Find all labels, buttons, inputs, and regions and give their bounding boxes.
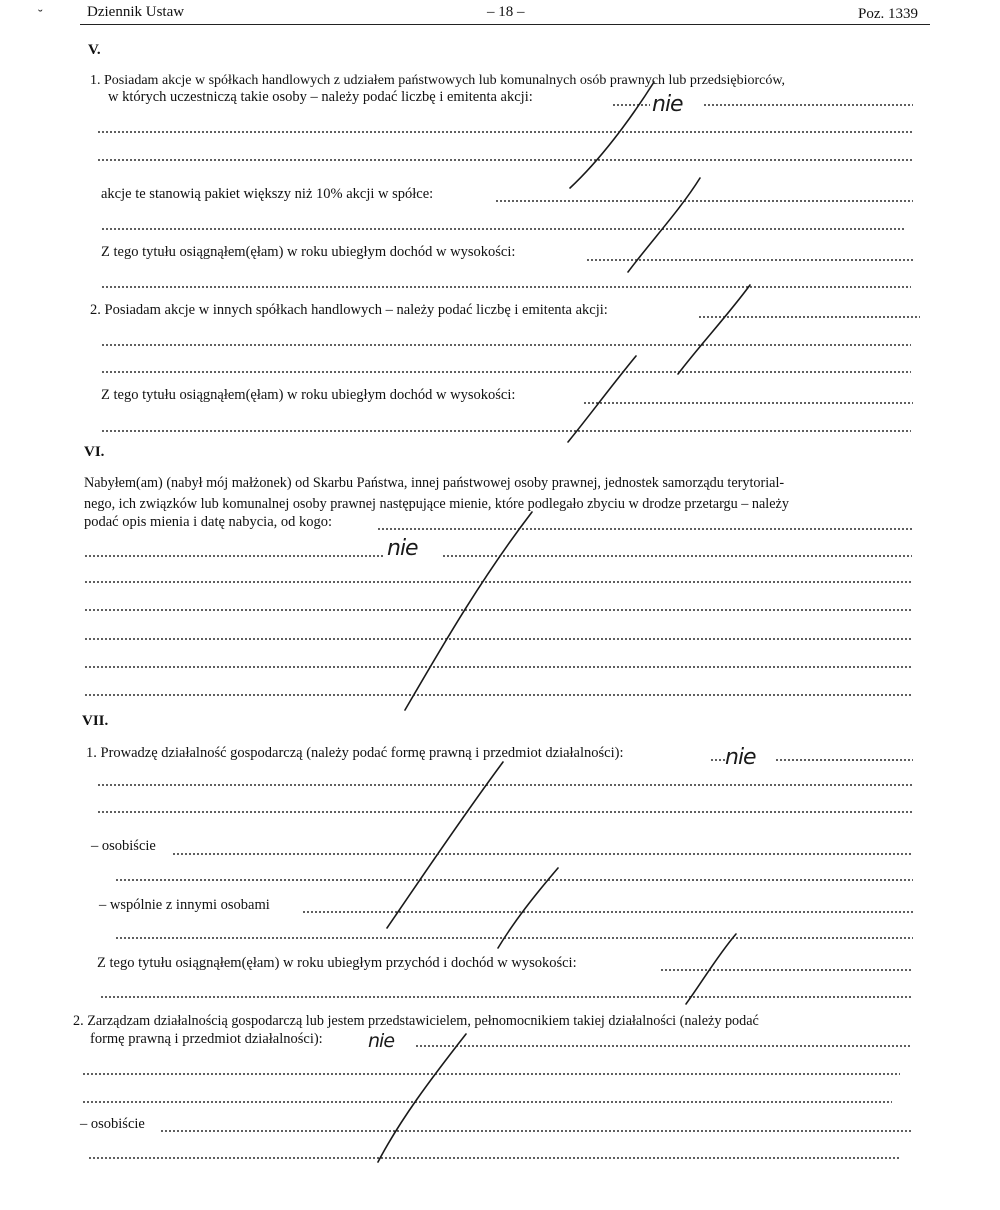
v-item1-line2: w których uczestniczą takie osoby – należy podać liczbę i emitenta akcji: (108, 89, 533, 105)
journal-title: Dziennik Ustaw (87, 4, 185, 20)
v-item1-line1: 1. Posiadam akcje w spółkach handlowych z udziałem państwowych lub komunalnych osób prawnych lub przedsiębiorców, (90, 73, 786, 88)
vii-jointly-label: – wspólnie z innymi osobami (99, 897, 270, 913)
strike-line (568, 356, 636, 442)
strike-line (498, 868, 558, 948)
handwritten-answer: nie (725, 745, 756, 770)
strike-line (387, 762, 503, 928)
vi-line1: Nabyłem(am) (nabył mój małżonek) od Skarbu Państwa, innej państwowej osoby prawnej, jednostek samorządu terytorial- (84, 475, 785, 491)
v-item2-label: 2. Posiadam akcje w innych spółkach handlowych – należy podać liczbę i emitenta akcji: (90, 302, 608, 318)
vii-personally2-label: – osobiście (80, 1116, 145, 1132)
position-number: Poz. 1339 (858, 6, 918, 22)
vii-item1-label: 1. Prowadzę działalność gospodarczą (należy podać formę prawną i przedmiot działalności): (86, 745, 624, 761)
vi-line2: nego, ich związków lub komunalnej osoby prawnej następujące mienie, które podlegało zbyciu w drodze przetargu – należy (84, 496, 789, 512)
v-income2-label: Z tego tytułu osiągnąłem(ęłam) w roku ubiegłym dochód w wysokości: (101, 387, 516, 403)
vii-item2-line2: formę prawną i przedmiot działalności): (90, 1031, 323, 1047)
strike-line (686, 934, 736, 1004)
vi-line3: podać opis mienia i datę nabycia, od kogo: (84, 514, 333, 530)
handwritten-answer: nie (368, 1030, 395, 1052)
strike-line (405, 512, 532, 710)
vii-income-label: Z tego tytułu osiągnąłem(ęłam) w roku ubiegłym przychód i dochód w wysokości: (97, 955, 577, 971)
handwritten-answer: nie (387, 536, 418, 561)
v-packet-label: akcje te stanowią pakiet większy niż 10% akcji w spółce: (101, 186, 434, 202)
header-mark: ˘ (38, 8, 43, 23)
vii-item2-line1: 2. Zarządzam działalnością gospodarczą lub jestem przedstawicielem, pełnomocnikiem takiej działalności (należy podać (73, 1013, 759, 1029)
page-number: – 18 – (487, 4, 525, 20)
v-income1-label: Z tego tytułu osiągnąłem(ęłam) w roku ubiegłym dochód w wysokości: (101, 244, 516, 260)
section-vii-title: VII. (82, 713, 109, 729)
handwritten-answer: nie (652, 92, 683, 117)
section-v-title: V. (88, 42, 101, 58)
strike-line (378, 1034, 466, 1162)
strike-line (628, 178, 700, 272)
vii-personally-label: – osobiście (91, 838, 156, 854)
strike-line (570, 82, 654, 188)
strike-line (678, 285, 750, 374)
section-vi-title: VI. (84, 444, 105, 460)
